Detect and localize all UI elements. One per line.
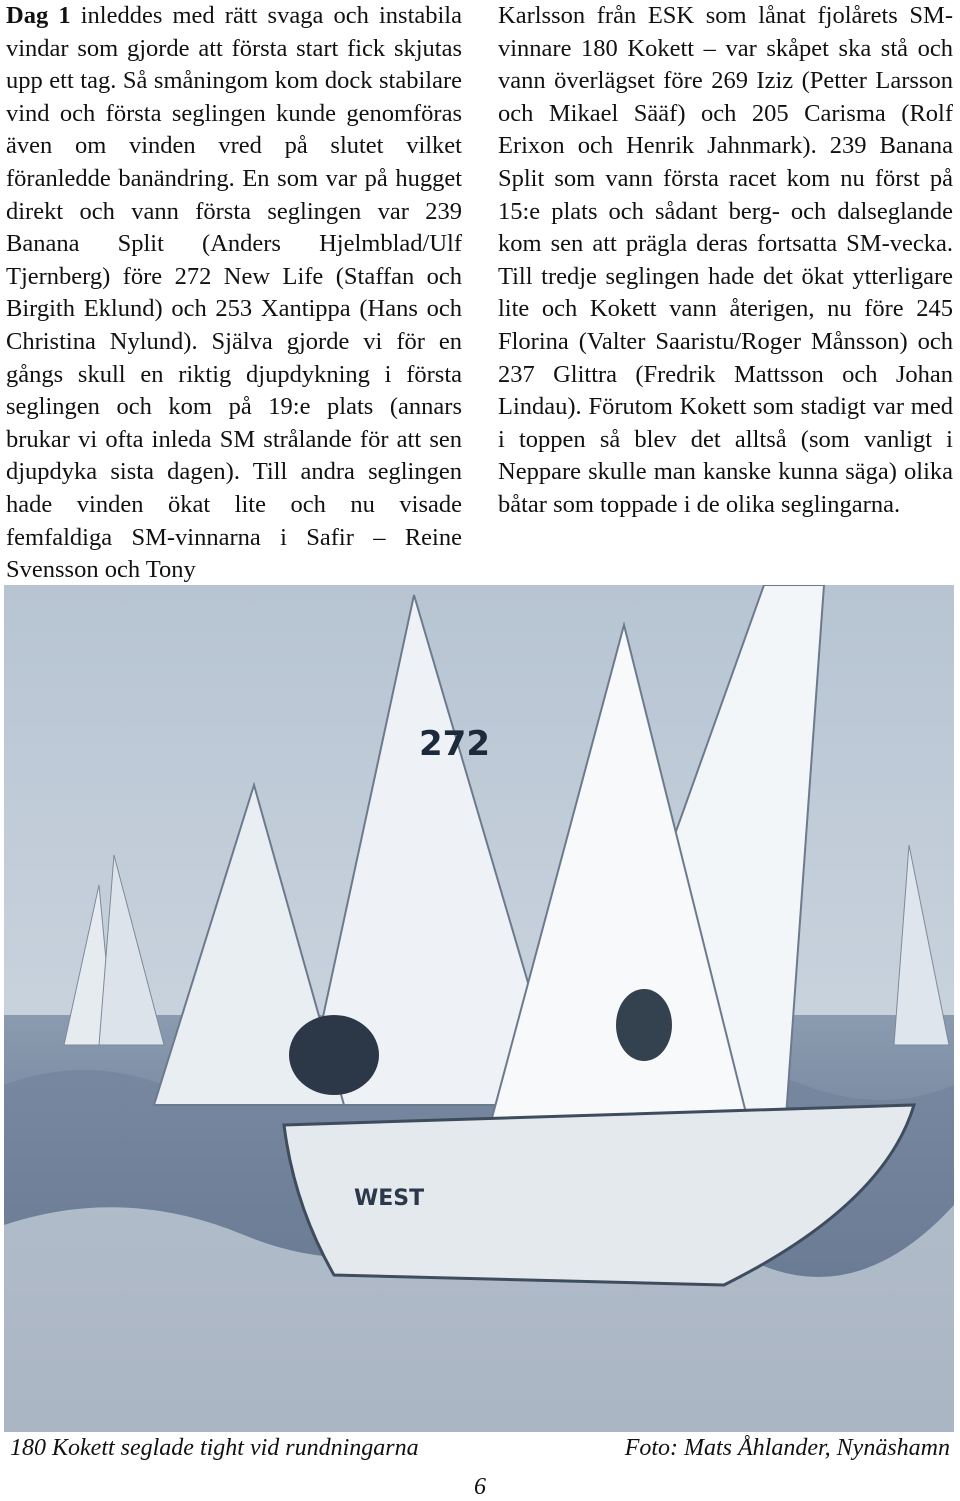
sailor-bow bbox=[289, 1015, 379, 1095]
article-text-left: inleddes med rätt svaga och instabila vindar som gjorde att första start fick skjutas upp ett tag. Så småningom kom dock stabilare vind och första seglingen kunde genomföras även om vinden vred på slutet vilket föranledde banändring. En som var på hugget direkt och vann första seglingen var 239 Banana Split (Anders Hjelmblad/Ulf Tjernberg) före 272 New Life (Staffan och Birgith Eklund) och 253 Xantippa (Hans och Christina Nylund). Själva gjorde vi för en gångs skull en riktig djupdykning i första seglingen och kom på 19:e plats (annars brukar vi ofta inleda SM strålande för att sen djupdyka sista dagen). Till andra seglingen hade vinden ökat lite och nu visade femfaldiga SM-vinnarna i Safir – Reine Svensson och Tony bbox=[6, 2, 462, 584]
article-paragraph-left bbox=[6, 0, 462, 587]
article-column-right bbox=[498, 0, 953, 522]
article-text-right: Karlsson från ESK som lånat fjolårets SM-vinnare 180 Kokett – var skåpet ska stå och vann överlägset före 269 Iziz (Petter Larsson och Mikael Sääf) och 205 Carisma (Rolf Erixon och Henrik Jahnmark). 239 Banana Split som vann första racet kom nu först på 15:e plats och sådant berg- och dalseglande kom sen att prägla deras fortsatta SM-vecka. Till tredje seglingen hade det ökat ytterligare lite och Kokett vann återigen, nu före 245 Florina (Valter Saaristu/Roger Månsson) och 237 Glittra (Fredrik Mattsson och Johan Lindau). Förutom Kokett som stadigt var med i toppen så blev det alltså (som vanligt i Neppare skulle man kanske kunna säga) olika båtar som toppade i de olika seglingarna. bbox=[498, 2, 953, 518]
sailing-photo-graphic bbox=[4, 585, 954, 1432]
sailing-photo bbox=[4, 585, 954, 1432]
hull-text: WEST bbox=[354, 1186, 425, 1211]
article-lead: Dag 1 bbox=[6, 2, 71, 29]
article-column-left bbox=[6, 0, 462, 587]
page-number: 6 bbox=[474, 1474, 486, 1500]
photo-credit: Foto: Mats Åhlander, Nynäshamn bbox=[624, 1435, 950, 1461]
sail-number: 272 bbox=[419, 724, 490, 764]
photo-caption: 180 Kokett seglade tight vid rundningarna bbox=[10, 1435, 419, 1461]
sailor-helm bbox=[616, 989, 672, 1061]
